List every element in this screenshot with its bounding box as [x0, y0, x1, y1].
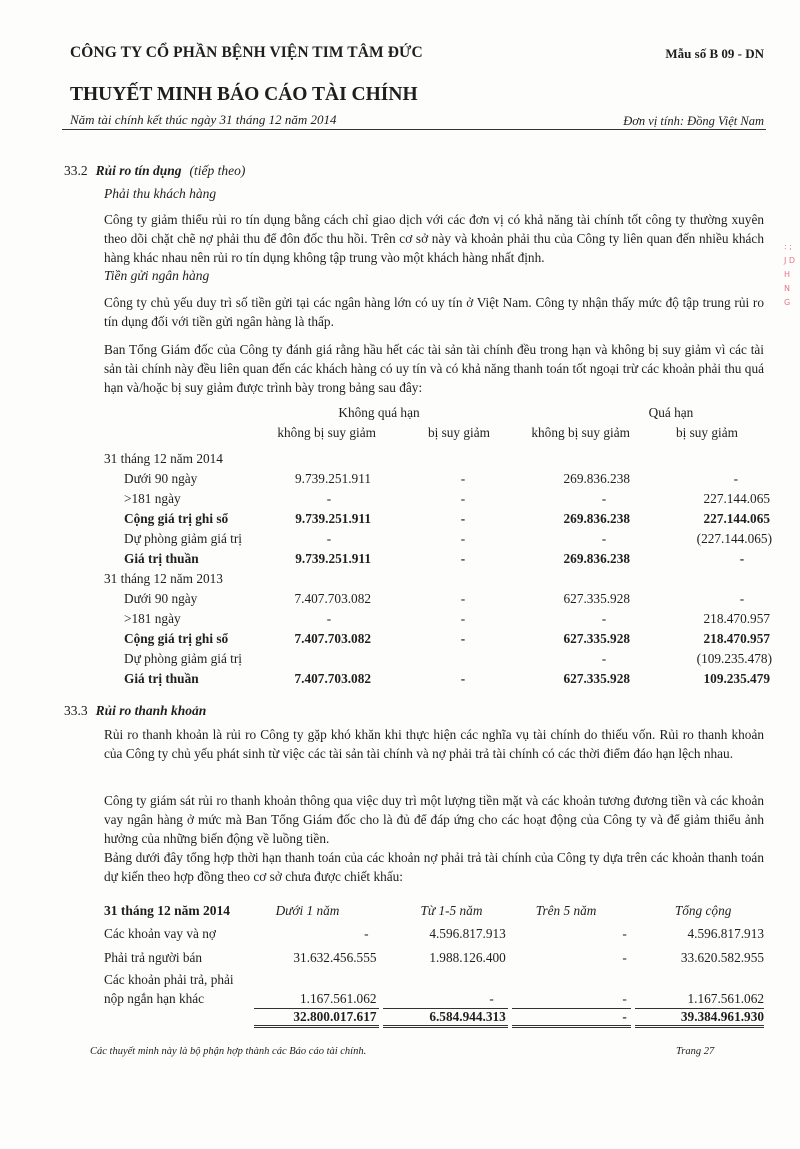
group-header-not-overdue: Không quá hạn [338, 405, 420, 420]
table-row [62, 469, 772, 489]
cell: 9.739.251.911 [295, 471, 371, 486]
cell: - [739, 551, 745, 566]
table-row [104, 946, 764, 970]
block-date: 31 tháng 12 năm 2013 [104, 571, 223, 586]
cell: - [489, 991, 494, 1006]
cell: - [622, 926, 627, 941]
row-label: >181 ngày [124, 491, 181, 506]
cell: - [601, 611, 607, 626]
section-number: 33.2 [64, 163, 88, 178]
section-subtitle: (tiếp theo) [189, 163, 246, 178]
table-row [62, 629, 772, 649]
row-label: Phải trả người bán [104, 950, 203, 965]
row-label: >181 ngày [124, 611, 181, 626]
total-cell: 6.584.944.313 [383, 1008, 508, 1028]
table-date: 31 tháng 12 năm 2014 [104, 903, 231, 918]
table-row [104, 922, 764, 946]
cell: - [326, 611, 332, 626]
cell [248, 649, 376, 669]
row-label: Giá trị thuần [124, 671, 199, 686]
cell: - [460, 631, 466, 646]
block-date-row [62, 449, 772, 469]
col-header: Từ 1-5 năm [420, 903, 483, 918]
cell: 269.836.238 [563, 551, 630, 566]
col-header: bị suy giảm [675, 425, 738, 440]
company-name: CÔNG TY CỔ PHẦN BỆNH VIỆN TIM TÂM ĐỨC [70, 44, 423, 61]
cell: 627.335.928 [563, 631, 630, 646]
cell: 218.470.957 [703, 631, 770, 646]
cell: - [460, 531, 466, 546]
receivables-paragraph: Công ty giảm thiểu rủi ro tín dụng bằng cách chỉ giao dịch với các đơn vị có khả năng tài chính tốt công ty thường xuyên theo dõi chặt chẽ nợ phải thu để đôn đốc thu hồi. Trên cơ sở này và khoản phải thu của Công ty liên quan đến nhiều khách hàng khác nhau nên rủi ro tín dụng không tập trung vào một khách hàng nhất định. [104, 212, 764, 265]
cell: (227.144.065) [696, 531, 772, 546]
cell: - [460, 491, 466, 506]
table-row [62, 649, 772, 669]
document-title: THUYẾT MINH BÁO CÁO TÀI CHÍNH [70, 84, 418, 105]
credit-quality-table [62, 403, 772, 689]
cell: - [601, 491, 607, 506]
cell: 7.407.703.082 [294, 671, 371, 686]
cell: 7.407.703.082 [294, 591, 371, 606]
row-label: Dự phòng giảm giá trị [124, 651, 242, 666]
col-header: Dưới 1 năm [275, 903, 340, 918]
cell: 4.596.817.913 [687, 926, 764, 941]
cell: - [326, 531, 332, 546]
cell: - [601, 651, 607, 666]
cell: 9.739.251.911 [295, 511, 371, 526]
column-header-row [62, 423, 772, 443]
cell: - [739, 591, 745, 606]
row-label: Cộng giá trị ghi sổ [124, 631, 229, 646]
liquidity-paragraph-1: Rủi ro thanh khoản là rủi ro Công ty gặp khó khăn khi thực hiện các nghĩa vụ tài chính do thiếu vốn. Rủi ro thanh khoản của Công ty chủ yếu phát sinh từ việc các tài sản tài chính và nợ phải trả tài chính có các thời điểm đáo hạn lệch nhau. [104, 727, 764, 761]
liquidity-paragraph-2: Công ty giám sát rủi ro thanh khoản thông qua việc duy trì một lượng tiền mặt và các khoản tương đương tiền và các khoản vay ngân hàng ở mức mà Ban Tổng Giám đốc cho là đủ để đáp ứng cho các hoạt động của Công ty và để giảm thiểu ảnh hưởng của những biến động về luồng tiền. [104, 793, 764, 846]
section-title: Rủi ro tín dụng [95, 163, 182, 178]
cell: - [460, 551, 466, 566]
cell [376, 649, 510, 669]
row-label: Cộng giá trị ghi sổ [124, 511, 229, 526]
section-33-2-heading [64, 162, 245, 180]
cell: - [622, 950, 627, 965]
col-header: không bị suy giảm [277, 425, 376, 440]
section-33-3-heading [64, 702, 206, 720]
cell: 4.596.817.913 [429, 926, 506, 941]
row-label: Dự phòng giảm giá trị [124, 531, 242, 546]
total-cell: 39.384.961.930 [635, 1008, 764, 1028]
cell: - [733, 471, 738, 486]
cell: (109.235.478) [696, 651, 772, 666]
block-date-row [62, 569, 772, 589]
cell: - [622, 991, 627, 1006]
deposits-heading: Tiền gửi ngân hàng [104, 268, 210, 283]
row-label-line1: Các khoản phải trả, phải [104, 972, 234, 987]
cell: - [460, 471, 466, 486]
group-header-overdue: Quá hạn [648, 405, 694, 420]
col-header: không bị suy giảm [531, 425, 630, 440]
page-number: Trang 27 [676, 1046, 715, 1057]
fiscal-period: Năm tài chính kết thúc ngày 31 tháng 12 năm 2014 [70, 112, 337, 127]
col-header: Tổng cộng [674, 903, 732, 918]
liquidity-paragraph-3: Bảng dưới đây tổng hợp thời hạn thanh toán của các khoản nợ phải trả tài chính của Công ty dựa trên các khoản thanh toán dự kiến theo hợp đồng theo cơ sở chưa được chiết khấu: [104, 850, 764, 884]
cell: 109.235.479 [703, 671, 770, 686]
cell: 31.632.456.555 [293, 950, 377, 965]
cell: 1.988.126.400 [429, 950, 506, 965]
cell: 9.739.251.911 [295, 551, 371, 566]
header-rule [62, 129, 766, 130]
table-row [62, 489, 772, 509]
footer-note: Các thuyết minh này là bộ phận hợp thành các Báo cáo tài chính. [90, 1046, 367, 1057]
cell: - [460, 591, 466, 606]
table-row [62, 529, 772, 549]
row-label-line2: nộp ngắn hạn khác [104, 991, 205, 1006]
cell: 1.167.561.062 [687, 991, 764, 1006]
liquidity-header-row [104, 900, 764, 922]
form-number: Mẫu số B 09 - DN [665, 46, 764, 61]
group-header-row [62, 403, 772, 423]
cell: 227.144.065 [703, 491, 770, 506]
cell: - [460, 511, 466, 526]
cell: - [460, 671, 466, 686]
row-label: Giá trị thuần [124, 551, 199, 566]
total-cell: - [512, 1008, 631, 1028]
cell: 218.470.957 [703, 611, 770, 626]
table-row [62, 589, 772, 609]
cell: 33.620.582.955 [680, 950, 764, 965]
col-header: Trên 5 năm [535, 903, 597, 918]
table-row [62, 609, 772, 629]
table-row [62, 669, 772, 689]
cell: 227.144.065 [703, 511, 770, 526]
cell: 269.836.238 [563, 511, 630, 526]
table-row [62, 549, 772, 569]
receivables-heading: Phải thu khách hàng [104, 186, 217, 201]
liquidity-table [104, 900, 764, 1028]
section-title: Rủi ro thanh khoản [95, 703, 207, 718]
cell: 269.836.238 [563, 471, 630, 486]
block-date: 31 tháng 12 năm 2014 [104, 451, 223, 466]
stamp-fragment-icon: : ; J D H N G [784, 242, 796, 307]
cell: 7.407.703.082 [294, 631, 371, 646]
cell: - [326, 491, 332, 506]
cell: 627.335.928 [563, 671, 630, 686]
cell: - [460, 611, 466, 626]
row-label: Các khoản vay và nợ [104, 926, 216, 941]
table-row [104, 990, 764, 1008]
cell: 627.335.928 [563, 591, 630, 606]
table-row [62, 509, 772, 529]
currency-unit: Đơn vị tính: Đồng Việt Nam [623, 114, 764, 128]
cell: 1.167.561.062 [300, 991, 377, 1006]
deposits-paragraph: Công ty chủ yếu duy trì số tiền gửi tại các ngân hàng lớn có uy tín ở Việt Nam. Công ty nhận thấy mức độ tập trung rủi ro tín dụng đối với tiền gửi ngân hàng là thấp. [104, 295, 764, 329]
table-row [104, 970, 764, 990]
totals-row [104, 1008, 764, 1028]
col-header: bị suy giảm [427, 425, 490, 440]
cell: - [364, 926, 369, 941]
cell: - [601, 531, 607, 546]
assessment-paragraph: Ban Tổng Giám đốc của Công ty đánh giá rằng hầu hết các tài sản tài chính đều trong hạn và không bị suy giảm vì các tài sản tài chính này đều liên quan đến các khách hàng có uy tín và có khả năng thanh toán tốt ngoại trừ các khoản phải thu quá hạn và/hoặc bị suy giảm được trình bày trong bảng sau đây: [104, 342, 764, 395]
row-label: Dưới 90 ngày [124, 471, 198, 486]
section-number: 33.3 [64, 703, 88, 718]
row-label: Dưới 90 ngày [124, 591, 198, 606]
total-cell: 32.800.017.617 [254, 1008, 379, 1028]
